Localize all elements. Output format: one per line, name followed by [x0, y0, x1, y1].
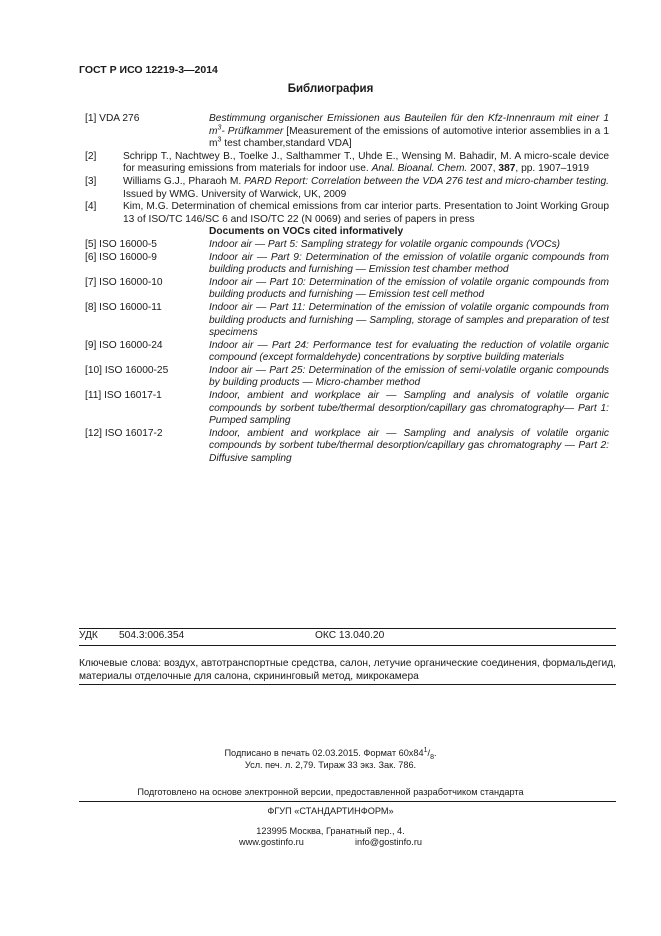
voc-entry: [85, 252, 609, 277]
voc-entry: [85, 428, 609, 466]
voc-text: Indoor air — Part 5: Sampling strategy for volatile organic compounds (VOCs): [209, 238, 561, 250]
entry-ref: [1] VDA 276: [85, 113, 140, 124]
voc-ref: [6] ISO 16000-9: [85, 251, 157, 263]
page-title: Библиография: [287, 83, 374, 95]
voc-ref: [9] ISO 16000-24: [85, 339, 163, 351]
voc-ref: [10] ISO 16000-25: [85, 364, 169, 376]
entry-text: Williams G.J., Pharaoh M. PARD Report: Correlation between the VDA 276 test and micro-chamber testing. Issued by WMG. University of Warwick, UK, 2009: [123, 175, 609, 200]
voc-entry: [85, 302, 609, 340]
footer-rule-bottom: [79, 684, 616, 685]
bibliography-main-entries: [85, 113, 609, 226]
imprint-rule: [79, 801, 616, 802]
entry-ref: [3]: [85, 175, 97, 187]
voc-entry: [85, 239, 609, 252]
oks-code: ОКС 13.040.20: [315, 630, 385, 641]
entry-text: Schripp T., Nachtwey B., Toelke J., Salthammer T., Uhde E., Wensing M. Bahadir, M. A micro-scale device for measuring emissions from materials for indoor use. Anal. Bioanal. Chem. 2007, 387, pp. 1907–1919: [123, 150, 609, 175]
voc-text: Indoor air — Part 25: Determination of the emission of semi-volatile organic compounds by building products — Micro-chamber method: [209, 364, 609, 389]
imprint-address: 123995 Москва, Гранатный пер., 4.: [256, 826, 405, 836]
bibliography-entry: [85, 176, 609, 201]
footer-rule-mid: [79, 645, 616, 646]
vocs-heading: Documents on VOCs cited informatively: [209, 226, 404, 238]
keywords: Ключевые слова: воздух, автотранспортные средства, салон, летучие органические соединения, формальдегид, материалы отделочные для салона, скрининговый метод, микрокамера: [79, 658, 616, 682]
standard-code: ГОСТ Р ИСО 12219-3—2014: [79, 64, 218, 76]
udc-value: 504.3:006.354: [119, 630, 185, 641]
footer-rule-top: [79, 628, 616, 629]
bibliography-entry: [85, 201, 609, 226]
bibliography-entry: [85, 151, 609, 176]
voc-text: Indoor, ambient and workplace air — Sampling and analysis of volatile organic compounds by sorbent tube/thermal desorption/capillary gas chromatography — Part 2: Diffusive sampling: [209, 427, 609, 465]
bibliography-list: [85, 113, 609, 466]
imprint-signed: Подписано в печать 02.03.2015. Формат $60x84^1/_8$.: [224, 746, 437, 761]
voc-entry: [85, 365, 609, 390]
voc-ref: [11] ISO 16017-1: [85, 390, 162, 402]
imprint-prepared: Подготовлено на основе электронной версии, предоставленной разработчиком стандарта: [137, 787, 524, 797]
voc-ref: [8] ISO 16000-11: [85, 301, 162, 313]
voc-text: Indoor, ambient and workplace air — Sampling and analysis of volatile organic compounds by sorbent tube/thermal desorption/capillary gas chromatography— Part 1: Pumped sampling: [209, 390, 609, 427]
voc-text: Indoor air — Part 10: Determination of the emission of volatile organic compounds from building products and furnishing — Emission test cell method: [209, 276, 609, 301]
imprint-website[interactable]: www.gostinfo.ru: [238, 837, 304, 847]
imprint-contacts: [0, 836, 661, 848]
entry-text: Kim, M.G. Determination of chemical emissions from car interior parts. Presentation to Joint Working Group 13 of ISO/TC 146/SC 6 and ISO/TC 22 (N 0069) and series of papers in press: [123, 201, 609, 225]
voc-entry: [85, 277, 609, 302]
voc-text: Indoor air — Part 11: Determination of the emission of volatile organic compounds from building products and furnishing — Sampling, storage of samples and preparation of test specimens: [209, 301, 609, 339]
entry-text: Bestimmung organischer Emissionen aus Bauteilen für den Kfz-Innenraum mit einer 1 $m^3-$ Prüfkammer [Measurement of the emissions of automotive interior assemblies in a 1 $m^3$ test chamber,standard VDA]: [209, 113, 610, 150]
voc-ref: [5] ISO 16000-5: [85, 238, 157, 250]
voc-entry: [85, 390, 609, 428]
entry-ref: [2]: [85, 150, 97, 162]
voc-ref: [12] ISO 16017-2: [85, 427, 163, 439]
imprint-email[interactable]: info@gostinfo.ru: [354, 837, 423, 847]
bibliography-voc-entries: [85, 239, 609, 466]
bibliography-entry: [85, 113, 609, 151]
voc-text: Indoor air — Part 9: Determination of the emission of volatile organic compounds from building products and furnishing — Emission test chamber method: [209, 251, 609, 276]
entry-ref: [4]: [85, 201, 97, 213]
imprint-publisher: ФГУП «СТАНДАРТИНФОРМ»: [267, 806, 394, 816]
voc-text: Indoor air — Part 24: Performance test for evaluating the reduction of volatile organic compound (except formaldehyde) concentrations by sorptive building materials: [209, 339, 609, 364]
voc-ref: [7] ISO 16000-10: [85, 276, 163, 288]
udc-label: УДК: [79, 630, 98, 641]
imprint-print-info: Усл. печ. л. 2,79. Тираж 33 экз. Зак. 786.: [244, 760, 417, 770]
voc-entry: [85, 340, 609, 365]
